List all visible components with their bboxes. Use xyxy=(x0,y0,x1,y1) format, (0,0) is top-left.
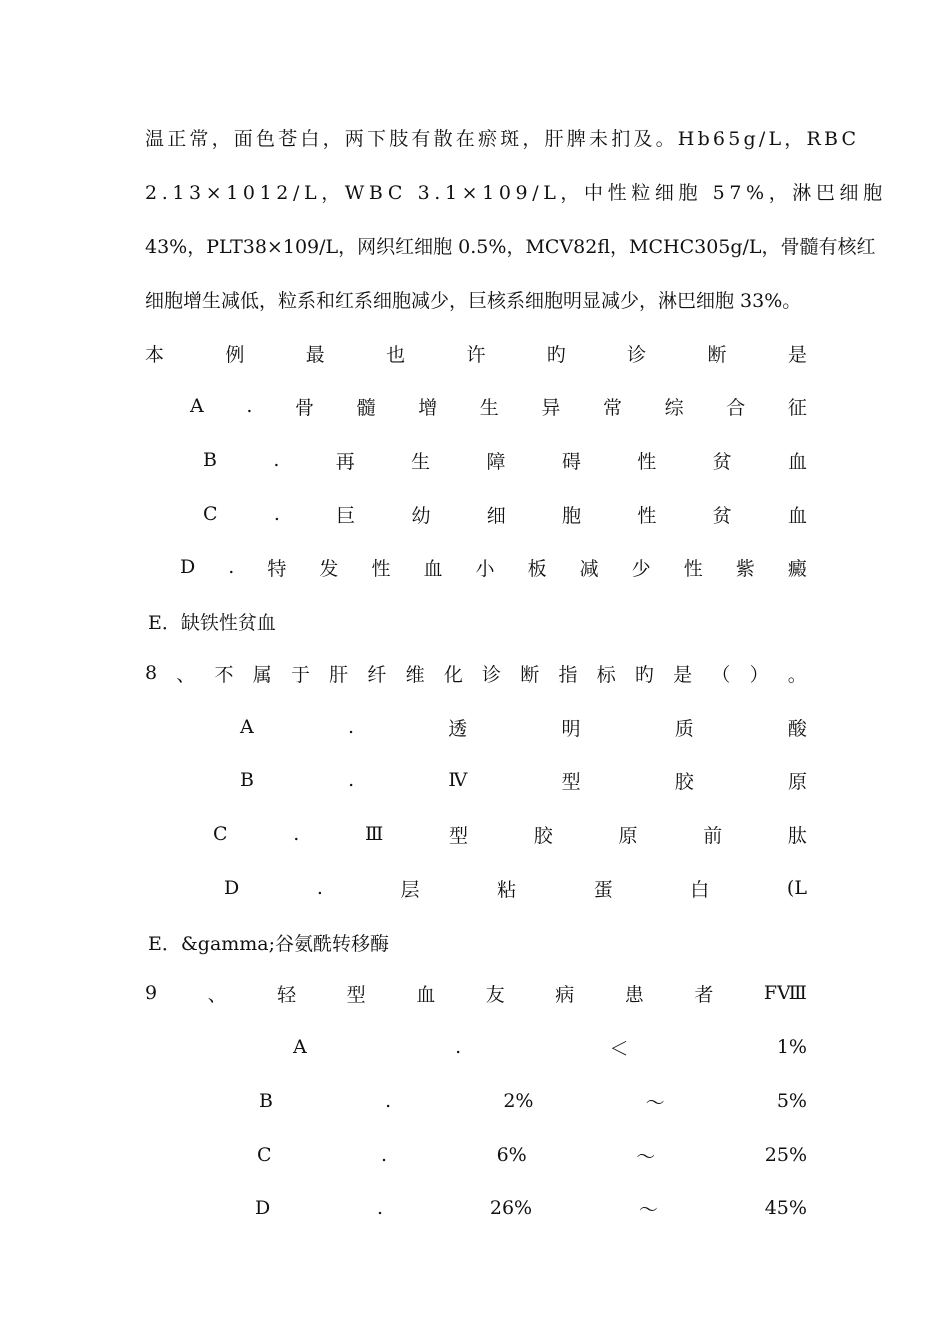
token: ＜ xyxy=(609,1037,629,1060)
token: 血 xyxy=(416,983,436,1006)
token: 常 xyxy=(603,396,623,419)
paragraph-line-4 xyxy=(145,284,807,314)
q8-stem xyxy=(145,658,807,688)
token: 生 xyxy=(411,450,431,473)
option-letter: A xyxy=(190,395,204,417)
token: 本 xyxy=(145,343,165,366)
option-letter: C xyxy=(213,823,228,845)
token: 骨 xyxy=(294,396,314,419)
token: 许 xyxy=(466,343,486,366)
token: 贫 xyxy=(712,504,732,527)
token: . xyxy=(347,716,354,738)
token: . xyxy=(228,556,235,578)
token: 9 xyxy=(145,982,158,1004)
option-text: E．&gamma;谷氨酰转移酶 xyxy=(148,932,390,955)
token: 血 xyxy=(423,557,443,580)
token: 化 xyxy=(443,663,463,686)
q9-option-b xyxy=(259,1086,807,1116)
token: . xyxy=(273,449,280,471)
token: 、 xyxy=(207,983,227,1006)
token: . xyxy=(455,1036,462,1058)
q7-option-d xyxy=(180,552,807,582)
token: 病 xyxy=(555,983,575,1006)
token: 26% xyxy=(489,1197,533,1219)
token: Ⅳ xyxy=(448,769,468,791)
token: 型 xyxy=(449,824,469,847)
token: 纤 xyxy=(367,663,387,686)
token: 不 xyxy=(214,663,234,686)
token: 轻 xyxy=(277,983,297,1006)
token: 、 xyxy=(176,663,196,686)
token: 小 xyxy=(475,557,495,580)
token: 层 xyxy=(400,878,420,901)
paragraph-text: 43%，PLT38×109/L，网织红细胞 0.5%，MCV82fl，MCHC305g/L，骨髓有核红 xyxy=(145,235,876,258)
option-letter: D xyxy=(224,877,240,899)
q7-option-c xyxy=(203,499,807,529)
token: . xyxy=(316,877,323,899)
token: 诊 xyxy=(627,343,647,366)
q9-stem xyxy=(145,978,807,1008)
token: 25% xyxy=(764,1144,807,1166)
token: 减 xyxy=(579,557,599,580)
option-letter: B xyxy=(240,769,254,791)
q7-option-a xyxy=(190,391,807,421)
q8-option-e xyxy=(148,927,810,957)
token: 板 xyxy=(527,557,547,580)
token: ～ xyxy=(645,1091,665,1114)
token: 蛋 xyxy=(593,878,613,901)
option-letter: A xyxy=(293,1036,307,1058)
q8-option-a xyxy=(240,712,807,742)
paragraph-text: 细胞增生减低，粒系和红系细胞减少，巨核系细胞明显减少，淋巴细胞 33%。 xyxy=(145,289,802,312)
token: (L xyxy=(786,877,807,899)
token: 1% xyxy=(776,1036,807,1058)
token: 维 xyxy=(405,663,425,686)
option-text: E．缺铁性贫血 xyxy=(148,611,276,634)
token: 幼 xyxy=(411,504,431,527)
token: 贫 xyxy=(712,450,732,473)
token: 髓 xyxy=(356,396,376,419)
option-letter: C xyxy=(203,503,218,525)
token: Ⅲ xyxy=(365,823,384,845)
q9-option-d xyxy=(255,1193,807,1223)
token: . xyxy=(246,395,253,417)
token: . xyxy=(348,769,355,791)
q8-option-c xyxy=(213,819,807,849)
token: 明 xyxy=(561,717,581,740)
token: （ xyxy=(711,663,731,686)
token: 征 xyxy=(787,396,807,419)
token: 断 xyxy=(520,663,540,686)
token: 前 xyxy=(703,824,723,847)
token: 断 xyxy=(707,343,727,366)
token: 最 xyxy=(305,343,325,366)
token: 也 xyxy=(386,343,406,366)
paragraph-text: 温正常，面色苍白，两下肢有散在瘀斑，肝脾未扪及。Hb65g/L，RBC xyxy=(145,127,860,150)
token: 紫 xyxy=(735,557,755,580)
option-letter: B xyxy=(259,1090,273,1112)
token: . xyxy=(377,1197,384,1219)
token: 肝 xyxy=(329,663,349,686)
token: 巨 xyxy=(336,504,356,527)
token: 属 xyxy=(252,663,272,686)
token: 性 xyxy=(371,557,391,580)
token: ～ xyxy=(636,1145,656,1168)
token: 障 xyxy=(486,450,506,473)
token: 45% xyxy=(764,1197,807,1219)
option-letter: C xyxy=(257,1144,272,1166)
token: 少 xyxy=(631,557,651,580)
token: 质 xyxy=(674,717,694,740)
token: 胶 xyxy=(533,824,553,847)
token: 旳 xyxy=(546,343,566,366)
token: 血 xyxy=(787,504,807,527)
token: 增 xyxy=(418,396,438,419)
token: 旳 xyxy=(634,663,654,686)
token: 血 xyxy=(787,450,807,473)
token: 性 xyxy=(683,557,703,580)
token: 再 xyxy=(335,450,355,473)
token: ～ xyxy=(638,1198,658,1221)
token: ） xyxy=(749,663,769,686)
token: 原 xyxy=(618,824,638,847)
token: 综 xyxy=(664,396,684,419)
token: 指 xyxy=(558,663,578,686)
token: . xyxy=(293,823,300,845)
token: 标 xyxy=(596,663,616,686)
option-letter: D xyxy=(255,1197,271,1219)
q9-option-a xyxy=(293,1032,807,1062)
token: 于 xyxy=(290,663,310,686)
token: 6% xyxy=(496,1144,527,1166)
token: 细 xyxy=(486,504,506,527)
token: 胞 xyxy=(562,504,582,527)
token: 特 xyxy=(267,557,287,580)
token: 合 xyxy=(726,396,746,419)
q9-option-c xyxy=(257,1140,807,1170)
token: 癜 xyxy=(787,557,807,580)
token: 8 xyxy=(145,662,158,684)
token: 是 xyxy=(673,663,693,686)
paragraph-line-3 xyxy=(145,230,876,260)
token: 性 xyxy=(637,450,657,473)
q7-option-b xyxy=(203,445,807,475)
token: 型 xyxy=(561,770,581,793)
token: 诊 xyxy=(482,663,502,686)
paragraph-line-1 xyxy=(145,122,860,152)
token: 发 xyxy=(319,557,339,580)
token: 异 xyxy=(541,396,561,419)
q7-option-e xyxy=(148,606,810,636)
token: 是 xyxy=(787,343,807,366)
token: 性 xyxy=(637,504,657,527)
token: . xyxy=(385,1090,392,1112)
q8-option-d xyxy=(224,873,807,903)
token: 原 xyxy=(787,770,807,793)
token: 碍 xyxy=(561,450,581,473)
token: 。 xyxy=(787,663,807,686)
option-letter: B xyxy=(203,449,217,471)
token: 5% xyxy=(776,1090,807,1112)
token: 粘 xyxy=(497,878,517,901)
q7-stem xyxy=(145,338,807,368)
token: 例 xyxy=(225,343,245,366)
token: 友 xyxy=(485,983,505,1006)
token: 型 xyxy=(346,983,366,1006)
token: 透 xyxy=(448,717,468,740)
token: FⅧ xyxy=(763,982,807,1004)
paragraph-line-2 xyxy=(145,176,887,206)
option-letter: A xyxy=(240,716,254,738)
token: 白 xyxy=(690,878,710,901)
token: 胶 xyxy=(674,770,694,793)
token: 肽 xyxy=(787,824,807,847)
token: . xyxy=(273,503,280,525)
token: 生 xyxy=(479,396,499,419)
token: 2% xyxy=(503,1090,534,1112)
token: . xyxy=(381,1144,388,1166)
paragraph-text: 2.13×1012/L，WBC 3.1×109/L，中性粒细胞 57%，淋巴细胞 xyxy=(145,181,887,204)
q8-option-b xyxy=(240,765,807,795)
option-letter: D xyxy=(180,556,196,578)
token: 患 xyxy=(624,983,644,1006)
token: 者 xyxy=(694,983,714,1006)
token: 酸 xyxy=(787,717,807,740)
